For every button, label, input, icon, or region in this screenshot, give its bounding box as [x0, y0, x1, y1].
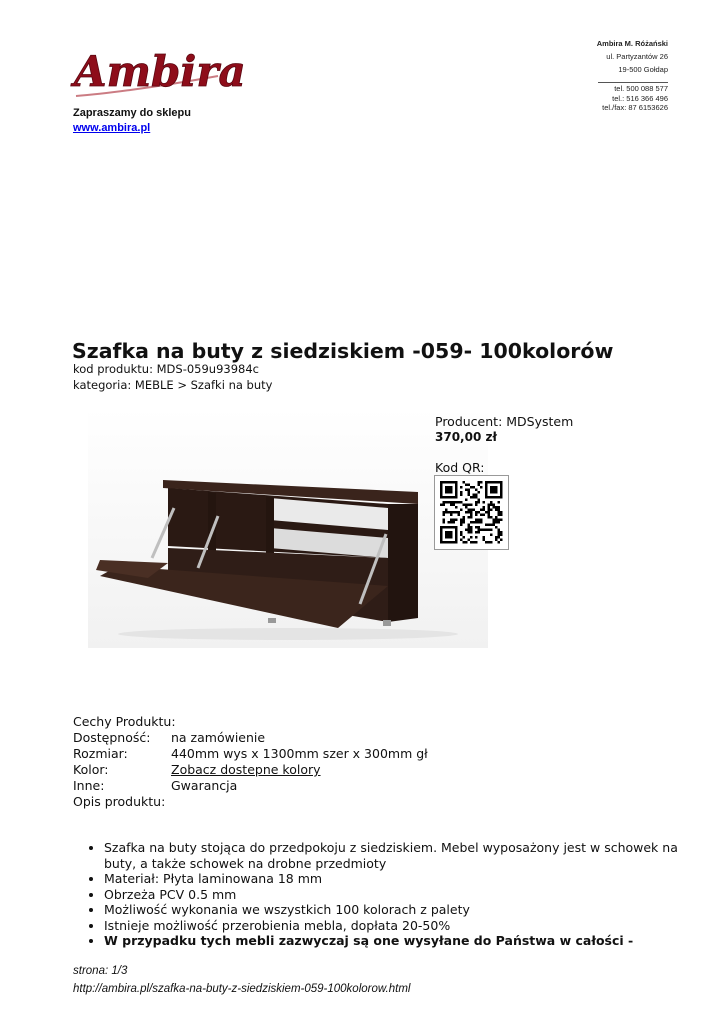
logo-text: Ambira [74, 47, 246, 96]
company-fax: tel./fax: 87 6153626 [602, 103, 668, 112]
page-url: http://ambira.pl/szafka-na-buty-z-siedziskiem-059-100kolorow.html [73, 983, 411, 995]
company-phone: tel. 500 088 577 [614, 84, 668, 93]
list-item: • Materiał: Płyta laminowana 18 mm [104, 871, 694, 887]
colors-link[interactable]: Zobacz dostepne kolory [171, 762, 321, 777]
feature-row [73, 746, 428, 762]
feature-row [73, 762, 428, 778]
feature-key: Rozmiar: [73, 746, 128, 761]
product-title: Szafka na buty z siedziskiem -059- 100kolorów [72, 339, 614, 363]
product-features [73, 714, 428, 810]
product-category: kategoria: MEBLE > Szafki na buty [73, 378, 273, 392]
page-number: strona: 1/3 [73, 965, 128, 977]
company-phone-2: tel.: 516 366 496 [612, 93, 668, 103]
description-heading: Opis produktu: [73, 794, 166, 809]
company-divider [598, 82, 668, 83]
feature-key: Inne: [73, 778, 105, 793]
feature-key: Dostępność: [73, 730, 151, 745]
shop-tagline: Zapraszamy do sklepu [73, 107, 191, 119]
features-heading: Cechy Produktu: [73, 714, 176, 729]
product-image [88, 408, 488, 648]
list-item: • Szafka na buty stojąca do przedpokoju z siedziskiem. Mebel wyposażony jest w schowek na buty, a także schowek na drobne przedmioty [104, 840, 694, 871]
list-item: • W przypadku tych mebli zazwyczaj są one wysyłane do Państwa w całości - [104, 933, 694, 949]
qr-label: Kod QR: [435, 460, 485, 475]
list-item: • Istnieje możliwość przerobienia mebla, dopłata 20-50% [104, 918, 694, 934]
company-city: 19-500 Gołdap [618, 65, 668, 74]
price: 370,00 zł [435, 430, 497, 444]
producer: Producent: MDSystem [435, 414, 574, 429]
company-street: ul. Partyzantów 26 [606, 52, 668, 61]
feature-value: na zamówienie [171, 730, 266, 745]
product-code: kod produktu: MDS-059u93984c [73, 362, 259, 376]
company-name: Ambira M. Różański [596, 39, 668, 48]
ambira-logo [72, 36, 246, 102]
list-item: • Obrzeża PCV 0.5 mm [104, 887, 694, 903]
feature-value: Gwarancja [171, 778, 238, 793]
feature-row [73, 778, 428, 794]
qr-code [434, 475, 509, 550]
description-list [88, 840, 694, 949]
company-info [597, 37, 668, 113]
list-item: • Możliwość wykonania we wszystkich 100 kolorach z palety [104, 902, 694, 918]
feature-key: Kolor: [73, 762, 109, 777]
feature-value: 440mm wys x 1300mm szer x 300mm gł [171, 746, 428, 761]
site-link[interactable]: www.ambira.pl [73, 122, 151, 134]
feature-row [73, 730, 428, 746]
features-table [73, 730, 428, 794]
